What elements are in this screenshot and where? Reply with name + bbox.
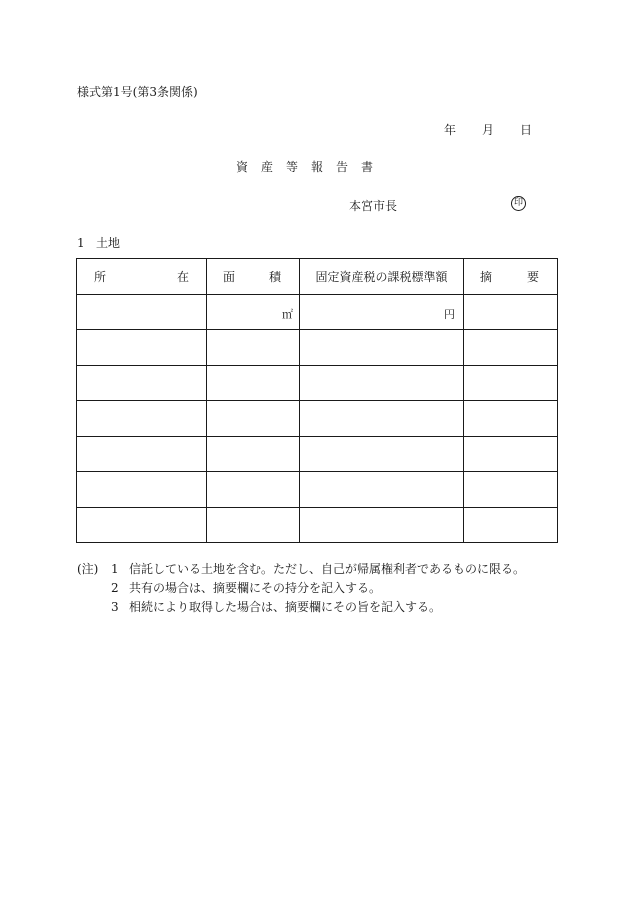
header-remarks [464,259,558,295]
cell-location[interactable] [77,330,207,366]
date-line [444,124,532,136]
table-row [77,330,558,366]
note-number: 2 [111,581,119,595]
table-row [77,472,558,508]
table-row [77,294,558,330]
cell-remarks[interactable] [464,472,558,508]
seal-icon [511,196,526,211]
header-area-char-2: 積 [268,269,281,284]
date-month-label: 月 [482,123,495,137]
table-body [77,294,558,543]
cell-assessed-value[interactable] [300,294,464,330]
note-number: 1 [111,562,119,576]
header-area-char-1: 面 [223,269,236,284]
cell-area[interactable] [207,436,300,472]
area-unit-label: ㎡ [282,307,293,321]
cell-location[interactable] [77,294,207,330]
section-heading [77,237,120,249]
cell-assessed-value[interactable] [300,365,464,401]
cell-remarks[interactable] [464,507,558,543]
cell-location[interactable] [77,365,207,401]
cell-assessed-value[interactable] [300,330,464,366]
cell-location[interactable] [77,436,207,472]
cell-area[interactable] [207,472,300,508]
table-header-row [77,259,558,295]
cell-assessed-value[interactable] [300,507,464,543]
form-number: 様式第1号(第3条関係) [77,85,198,99]
date-year-label: 年 [444,123,457,137]
cell-remarks[interactable] [464,330,558,366]
table-row [77,401,558,437]
header-location-char-1: 所 [94,269,107,284]
header-location [77,259,207,295]
cell-area[interactable] [207,365,300,401]
cell-remarks[interactable] [464,365,558,401]
header-location-char-2: 在 [176,269,189,284]
table-row [77,365,558,401]
cell-location[interactable] [77,401,207,437]
header-remarks-char-2: 要 [526,269,539,284]
cell-remarks[interactable] [464,401,558,437]
header-area [207,259,300,295]
addressee-label: 本宮市長 [349,199,398,213]
note-text: 共有の場合は、摘要欄にその持分を記入する。 [129,581,382,595]
date-day-label: 日 [520,123,533,137]
header-remarks-char-1: 摘 [480,269,493,284]
yen-unit-label: 円 [444,307,455,321]
cell-area[interactable] [207,294,300,330]
note-text: 相続により取得した場合は、摘要欄にその旨を記入する。 [129,600,442,614]
cell-area[interactable] [207,330,300,366]
cell-area[interactable] [207,401,300,437]
section-number: 1 [77,236,85,250]
cell-area[interactable] [207,507,300,543]
cell-assessed-value[interactable] [300,436,464,472]
cell-remarks[interactable] [464,436,558,472]
header-assessed-value: 固定資産税の課税標準額 [300,259,464,295]
cell-assessed-value[interactable] [300,472,464,508]
note-text: 信託している土地を含む。ただし、自己が帰属権利者であるものに限る。 [129,562,526,576]
cell-location[interactable] [77,507,207,543]
cell-assessed-value[interactable] [300,401,464,437]
land-table [76,258,558,543]
note-number: 3 [111,600,119,614]
cell-location[interactable] [77,472,207,508]
notes-prefix: (注) [77,562,99,576]
seal-text: 印 [513,198,523,208]
table-row [77,507,558,543]
section-title: 土地 [96,236,121,250]
document-title: 資産等報告書 [236,160,387,174]
table-row [77,436,558,472]
cell-remarks[interactable] [464,294,558,330]
